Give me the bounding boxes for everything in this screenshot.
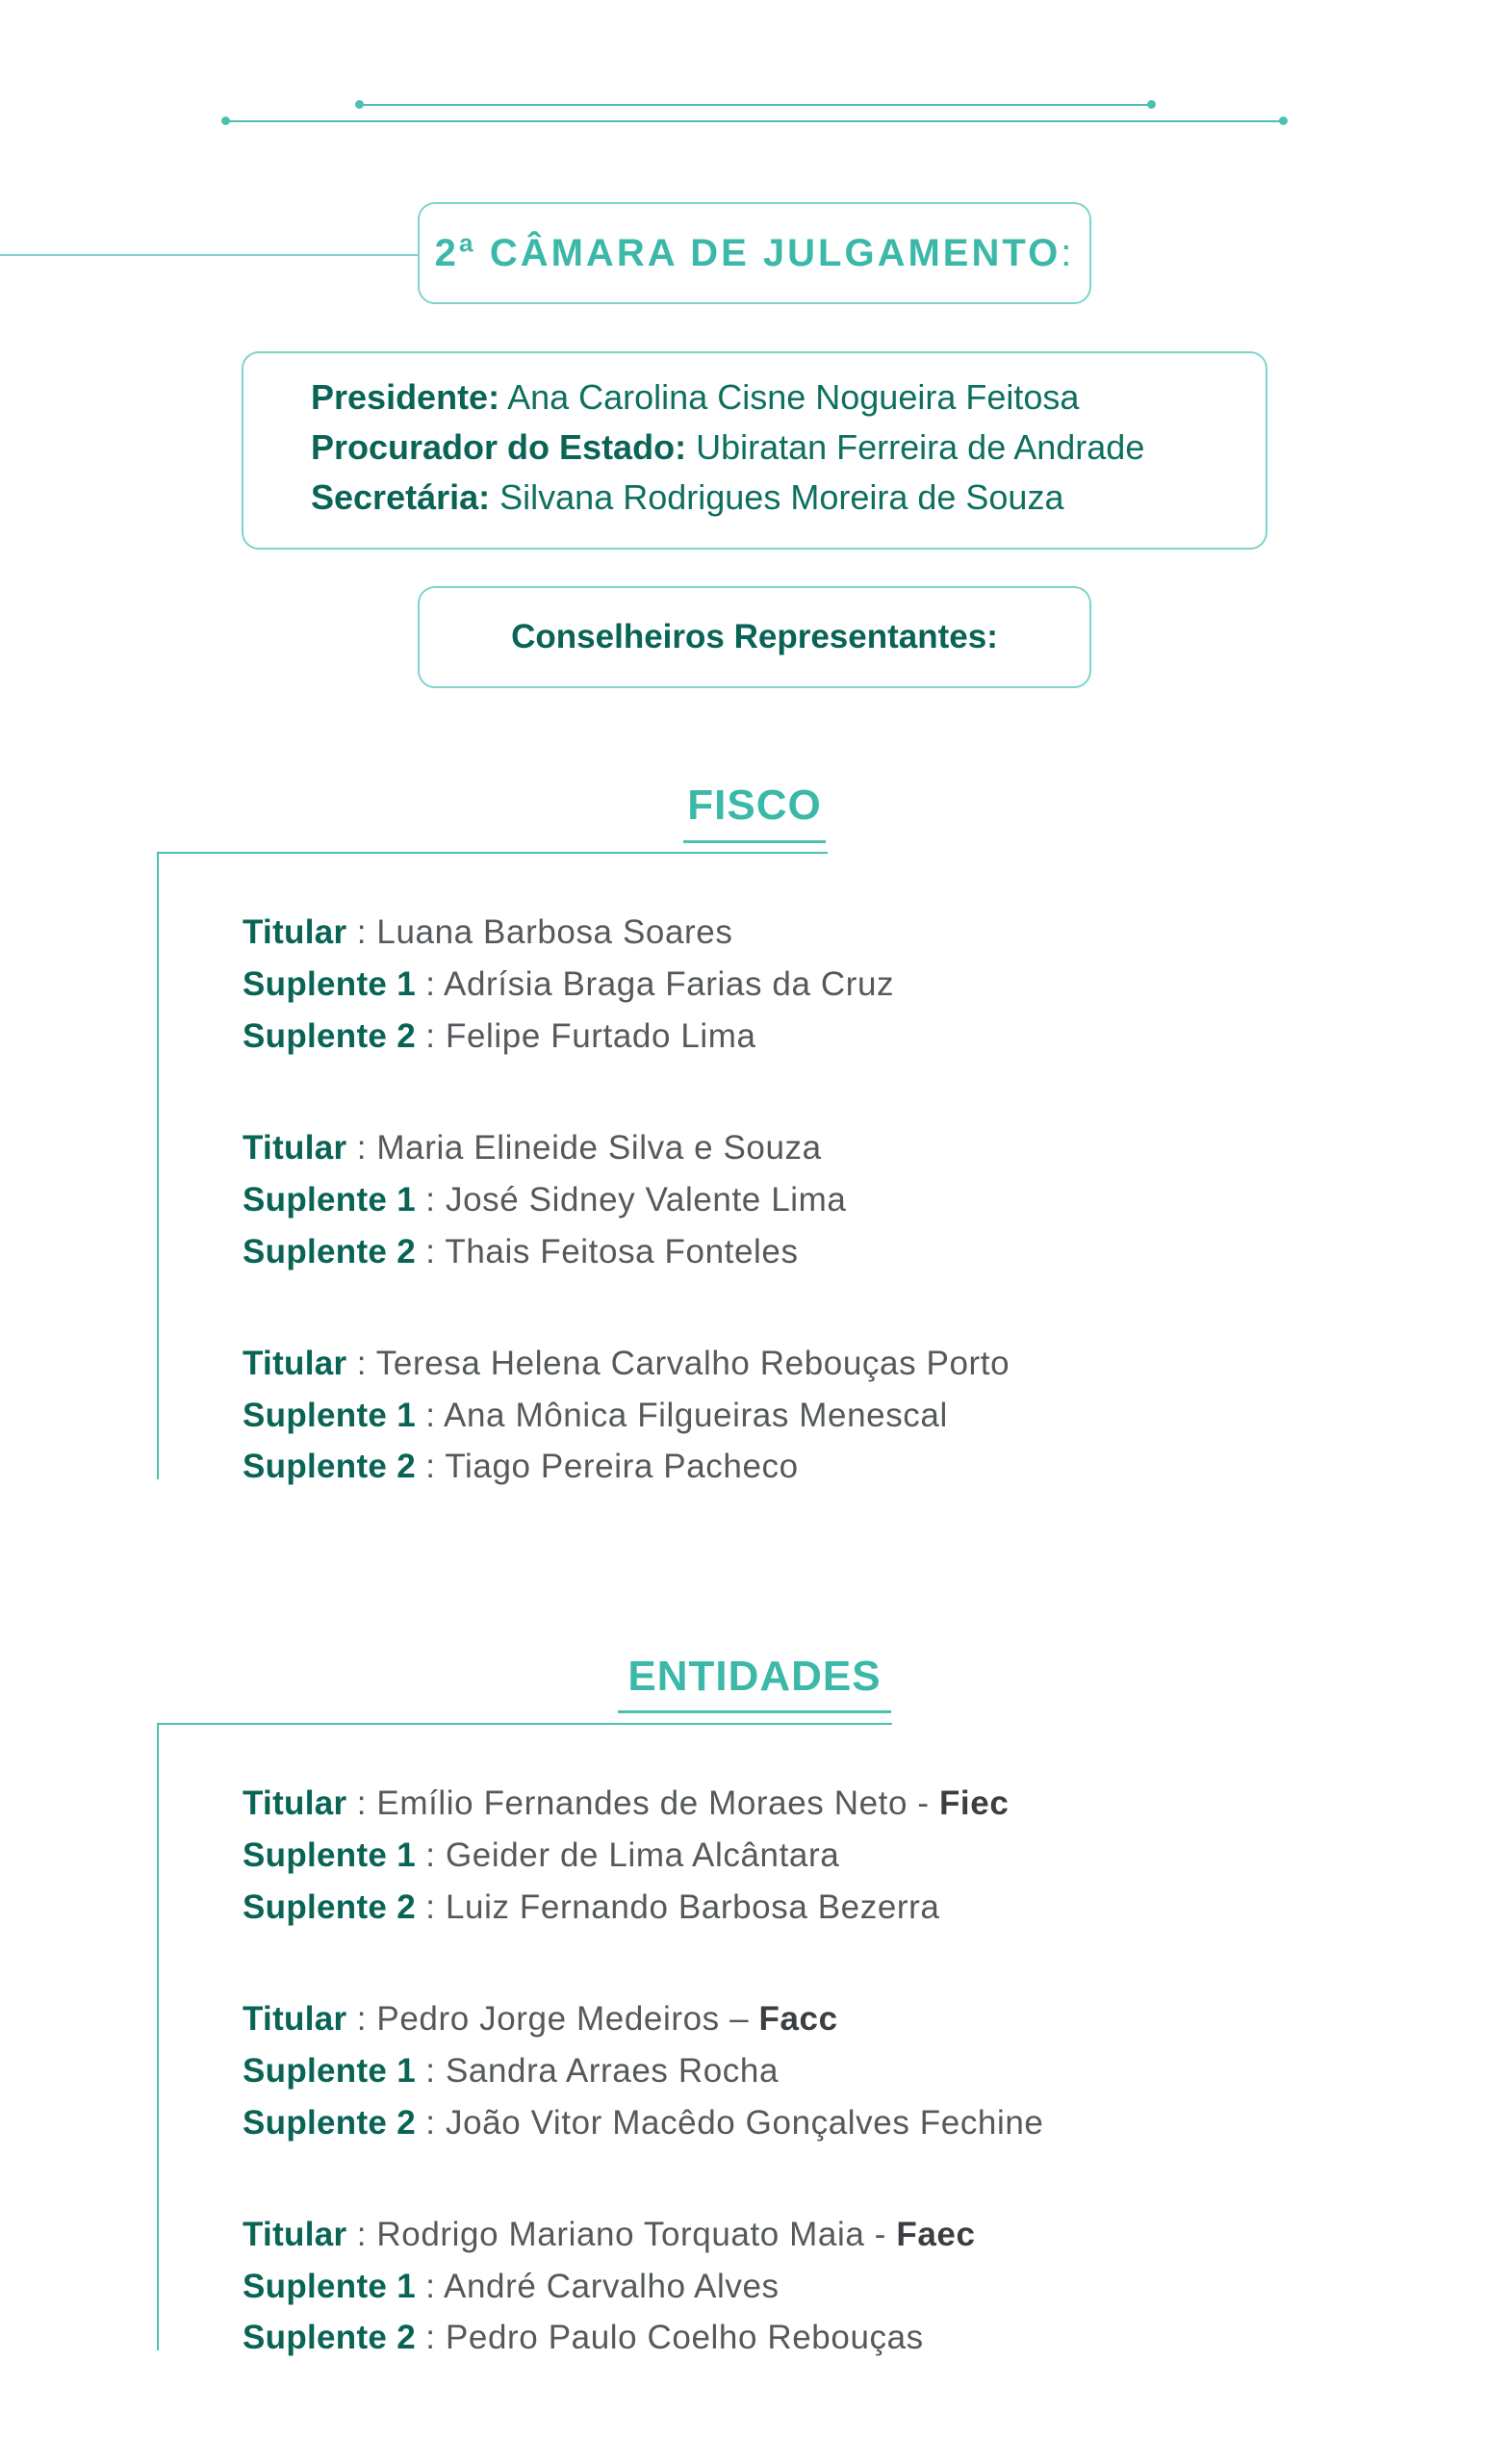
entidades-title-underline [618, 1710, 891, 1713]
conselheiros-box [418, 586, 1091, 688]
top-decor-line-lower [225, 120, 1284, 122]
section-title-entidades: ENTIDADES [627, 1653, 882, 1700]
officer-procurador: Procurador do Estado: Ubiratan Ferreira de Andrade [311, 427, 1145, 467]
entidades-bracket-top [157, 1723, 892, 1725]
fisco-g3-suplente-2: Suplente 2 : Tiago Pereira Pacheco [243, 1448, 799, 1485]
entidades-g3-suplente-2: Suplente 2 : Pedro Paulo Coelho Rebouças [243, 2319, 924, 2356]
fisco-g1-suplente-2: Suplente 2 : Felipe Furtado Lima [243, 1017, 756, 1055]
fisco-g2-titular: Titular : Maria Elineide Silva e Souza [243, 1129, 822, 1167]
top-decor-dot-lower-left [221, 116, 230, 125]
fisco-g2-suplente-2: Suplente 2 : Thais Feitosa Fonteles [243, 1233, 799, 1270]
officer-secretaria: Secretária: Silvana Rodrigues Moreira de Souza [311, 477, 1064, 517]
entidades-g2-suplente-2: Suplente 2 : João Vitor Macêdo Gonçalves Fechine [243, 2104, 1044, 2142]
fisco-g1-suplente-1: Suplente 1 : Adrísia Braga Farias da Cruz [243, 965, 895, 1003]
title-connector-line [0, 254, 420, 256]
camara-title-box [418, 202, 1091, 304]
entidades-g3-titular: Titular : Rodrigo Mariano Torquato Maia - Faec [243, 2216, 976, 2253]
entidades-g2-titular: Titular : Pedro Jorge Medeiros – Facc [243, 2000, 838, 2038]
entidades-g1-suplente-2: Suplente 2 : Luiz Fernando Barbosa Bezerra [243, 1888, 940, 1926]
entidades-g2-suplente-1: Suplente 1 : Sandra Arraes Rocha [243, 2052, 780, 2090]
top-decor-dot-upper-left [355, 100, 364, 109]
entidades-g1-titular: Titular : Emílio Fernandes de Moraes Neto - Fiec [243, 1784, 1010, 1822]
fisco-g3-suplente-1: Suplente 1 : Ana Mônica Filgueiras Menescal [243, 1397, 948, 1434]
conselheiros-label: Conselheiros Representantes: [511, 618, 998, 655]
entidades-bracket-left [157, 1723, 159, 2350]
camara-title: 2ª CÂMARA DE JULGAMENTO: [434, 231, 1075, 274]
top-decor-dot-lower-right [1279, 116, 1288, 125]
fisco-bracket-top [157, 852, 828, 854]
fisco-g1-titular: Titular : Luana Barbosa Soares [243, 913, 733, 951]
fisco-title-underline [683, 840, 826, 843]
top-decor-line-upper [359, 104, 1152, 106]
fisco-g2-suplente-1: Suplente 1 : José Sidney Valente Lima [243, 1181, 847, 1219]
officers-box [242, 351, 1267, 550]
fisco-g3-titular: Titular : Teresa Helena Carvalho Rebouças Porto [243, 1345, 1010, 1382]
entidades-g3-suplente-1: Suplente 1 : André Carvalho Alves [243, 2268, 780, 2305]
fisco-bracket-left [157, 852, 159, 1479]
entidades-g1-suplente-1: Suplente 1 : Geider de Lima Alcântara [243, 1836, 840, 1874]
section-title-fisco: FISCO [687, 782, 822, 829]
top-decor-dot-upper-right [1147, 100, 1156, 109]
officer-presidente: Presidente: Ana Carolina Cisne Nogueira Feitosa [311, 377, 1080, 417]
